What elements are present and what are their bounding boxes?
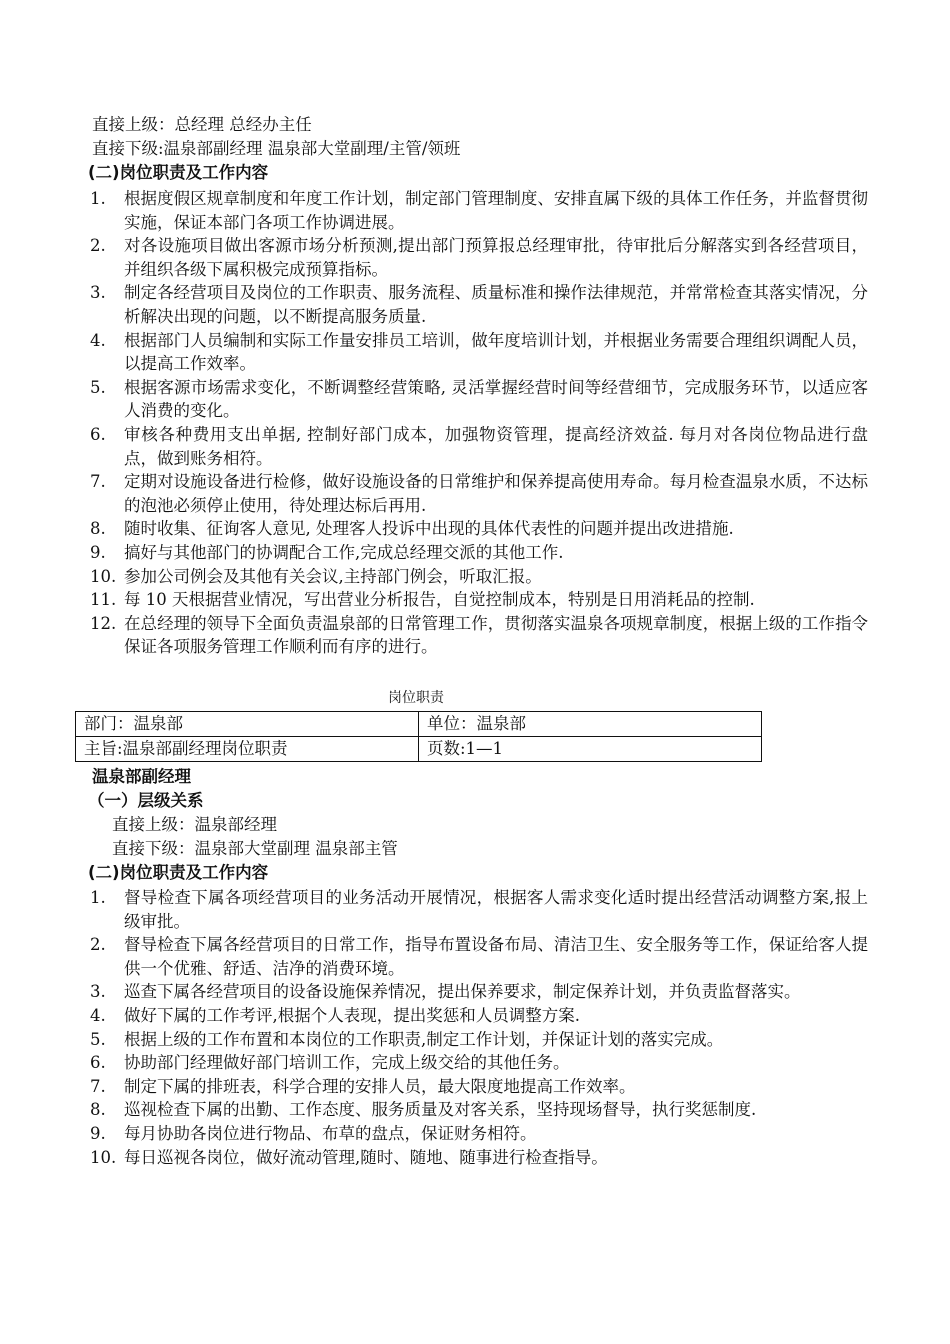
list-item: 10. 参加公司例会及其他有关会议,主持部门例会，听取汇报。	[90, 566, 542, 586]
direct-superior: 直接上级：总经理 总经办主任	[92, 115, 312, 134]
list-item: 12. 在总经理的领导下全面负责温泉部的日常管理工作，贯彻落实温泉各项规章制度，根据上级的工作指令保证各项服务管理工作顺利而有序的进行。	[90, 613, 868, 657]
list-item: 5. 根据客源市场需求变化，不断调整经营策略, 灵活掌握经营时间等经营细节，完成服务环节，以适应客人消费的变化。	[90, 377, 868, 421]
direct-subordinate-2: 直接下级：温泉部大堂副理 温泉部主管	[112, 839, 398, 858]
list-item: 2. 对各设施项目做出客源市场分析预测,提出部门预算报总经理审批，待审批后分解落实到各经营项目，并组织各级下属积极完成预算指标。	[90, 236, 868, 279]
list-item: 11. 每 10 天根据营业情况，写出营业分析报告，自觉控制成本，特别是日用消耗品的控制.	[90, 590, 755, 610]
subject-cell: 主旨:温泉部副经理岗位职责	[76, 737, 419, 762]
list-item: 8. 巡视检查下属的出勤、工作态度、服务质量及对客关系，坚持现场督导，执行奖惩制度.	[90, 1100, 757, 1120]
list-item: 4. 做好下属的工作考评,根据个人表现，提出奖惩和人员调整方案.	[90, 1005, 580, 1025]
list-item: 10. 每日巡视各岗位，做好流动管理,随时、随地、随事进行检查指导。	[90, 1147, 608, 1167]
pages-cell: 页数:1—1	[419, 737, 762, 762]
list-item: 4. 根据部门人员编制和实际工作量安排员工培训，做年度培训计划，并根据业务需要合理组织调配人员，以提高工作效率。	[90, 330, 868, 374]
dept-cell: 部门：温泉部	[76, 712, 419, 737]
list-item: 6. 审核各种费用支出单据, 控制好部门成本，加强物资管理，提高经济效益. 每月对各岗位物品进行盘点，做到账务相符。	[90, 424, 868, 468]
list-item: 1. 根据度假区规章制度和年度工作计划，制定部门管理制度、安排直属下级的具体工作任务，并监督贯彻实施，保证本部门各项工作协调进展。	[90, 189, 868, 232]
list-item: 3. 巡查下属各经营项目的设备设施保养情况，提出保养要求，制定保养计划，并负责监督落实。	[90, 982, 801, 1002]
duties-list	[88, 187, 868, 659]
hierarchy-heading: （一）层级关系	[88, 791, 204, 810]
list-item: 8. 随时收集、征询客人意见, 处理客人投诉中出现的具体代表性的问题并提出改进措施.	[90, 519, 734, 539]
list-item: 9. 搞好与其他部门的协调配合工作,完成总经理交派的其他工作.	[90, 542, 564, 562]
table-row	[76, 737, 762, 762]
table-caption: 岗位职责	[388, 690, 444, 706]
list-item: 6. 协助部门经理做好部门培训工作，完成上级交给的其他任务。	[90, 1053, 570, 1073]
list-item: 2. 督导检查下属各经营项目的日常工作，指导布置设备布局、清洁卫生、安全服务等工作，保证给客人提供一个优雅、舒适、洁净的消费环境。	[90, 935, 868, 978]
info-table	[75, 711, 762, 762]
list-item: 1. 督导检查下属各项经营项目的业务活动开展情况，根据客人需求变化适时提出经营活动调整方案,报上级审批。	[90, 888, 868, 931]
duties-heading-2: (二)岗位职责及工作内容	[88, 863, 269, 882]
list-item: 3. 制定各经营项目及岗位的工作职责、服务流程、质量标准和操作法律规范，并常常检查其落实情况，分析解决出现的问题，以不断提高服务质量.	[90, 283, 868, 326]
duties-list-2	[88, 886, 868, 1169]
list-item: 7. 制定下属的排班表，科学合理的安排人员，最大限度地提高工作效率。	[90, 1076, 636, 1096]
list-item: 7. 定期对设施设备进行检修，做好设施设备的日常维护和保养提高使用寿命。每月检查温泉水质，不达标的泡池必须停止使用，待处理达标后再用.	[90, 472, 868, 515]
direct-subordinate: 直接下级:温泉部副经理 温泉部大堂副理/主管/领班	[92, 139, 461, 158]
direct-superior-2: 直接上级：温泉部经理	[112, 815, 277, 834]
duties-heading: (二)岗位职责及工作内容	[88, 163, 269, 182]
unit-cell: 单位：温泉部	[419, 712, 762, 737]
list-item: 9. 每月协助各岗位进行物品、布草的盘点，保证财务相符。	[90, 1123, 537, 1143]
table-row	[76, 712, 762, 737]
list-item: 5. 根据上级的工作布置和本岗位的工作职责,制定工作计划，并保证计划的落实完成。	[90, 1029, 724, 1049]
section-title: 温泉部副经理	[92, 767, 191, 786]
